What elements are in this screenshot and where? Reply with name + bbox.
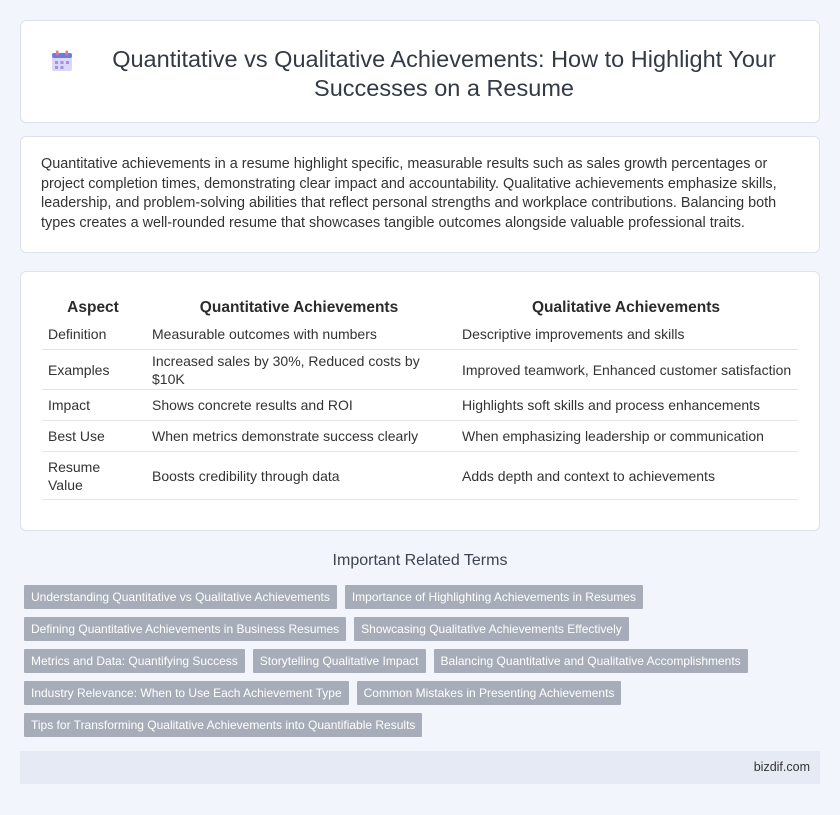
table-cell: Adds depth and context to achievements xyxy=(454,452,798,500)
table-cell: Resume Value xyxy=(42,452,144,500)
table-row xyxy=(42,390,798,421)
comparison-table-card xyxy=(20,271,820,531)
related-terms-heading: Important Related Terms xyxy=(332,552,508,569)
footer-site-link[interactable]: bizdif.com xyxy=(753,760,810,774)
table-cell: Descriptive improvements and skills xyxy=(454,319,798,350)
intro-paragraph: Quantitative achievements in a resume highlight specific, measurable results such as sales growth percentages or project completion times, demonstrating clear impact and accountability. Qualitative achievements emphasize skills, leadership, and problem-solving abilities that reflect personal strengths and workplace contributions. Balancing both types creates a well-rounded resume that showcases tangible outcomes alongside valuable professional traits. xyxy=(41,156,777,231)
table-row xyxy=(42,319,798,350)
table-cell: When emphasizing leadership or communication xyxy=(454,421,798,452)
header-qualitative: Qualitative Achievements xyxy=(531,299,721,316)
footer xyxy=(20,751,820,784)
comparison-table xyxy=(42,296,798,500)
intro-card xyxy=(20,136,820,253)
related-term-tag[interactable]: Common Mistakes in Presenting Achievements xyxy=(357,681,622,705)
table-cell: Boosts credibility through data xyxy=(144,452,454,500)
table-cell: When metrics demonstrate success clearly xyxy=(144,421,454,452)
table-cell: Best Use xyxy=(42,421,144,452)
related-term-tag[interactable]: Metrics and Data: Quantifying Success xyxy=(24,649,245,673)
related-term-tag[interactable]: Defining Quantitative Achievements in Business Resumes xyxy=(24,617,346,641)
table-row xyxy=(42,350,798,390)
table-cell: Increased sales by 30%, Reduced costs by $10K xyxy=(144,350,454,390)
table-cell: Definition xyxy=(42,319,144,350)
table-cell: Examples xyxy=(42,350,144,390)
table-row xyxy=(42,452,798,500)
table-cell: Shows concrete results and ROI xyxy=(144,390,454,421)
page-title: Quantitative vs Qualitative Achievements: How to Highlight Your Successes on a Resume xyxy=(112,46,776,101)
related-term-tag[interactable]: Understanding Quantitative vs Qualitative Achievements xyxy=(24,585,337,609)
header-quantitative: Quantitative Achievements xyxy=(199,299,399,316)
related-term-tag[interactable]: Tips for Transforming Qualitative Achievements into Quantifiable Results xyxy=(24,713,422,737)
related-term-tag[interactable]: Storytelling Qualitative Impact xyxy=(253,649,426,673)
table-cell: Improved teamwork, Enhanced customer satisfaction xyxy=(454,350,798,390)
related-term-tag[interactable]: Importance of Highlighting Achievements in Resumes xyxy=(345,585,643,609)
related-terms-list xyxy=(24,585,794,737)
table-cell: Measurable outcomes with numbers xyxy=(144,319,454,350)
related-term-tag[interactable]: Industry Relevance: When to Use Each Achievement Type xyxy=(24,681,349,705)
table-row xyxy=(42,421,798,452)
table-cell: Impact xyxy=(42,390,144,421)
related-term-tag[interactable]: Showcasing Qualitative Achievements Effectively xyxy=(354,617,629,641)
calendar-icon xyxy=(51,50,73,72)
related-term-tag[interactable]: Balancing Quantitative and Qualitative Accomplishments xyxy=(434,649,748,673)
title-card xyxy=(20,20,820,123)
table-header-row xyxy=(42,296,798,319)
header-aspect: Aspect xyxy=(67,299,119,316)
table-cell: Highlights soft skills and process enhancements xyxy=(454,390,798,421)
